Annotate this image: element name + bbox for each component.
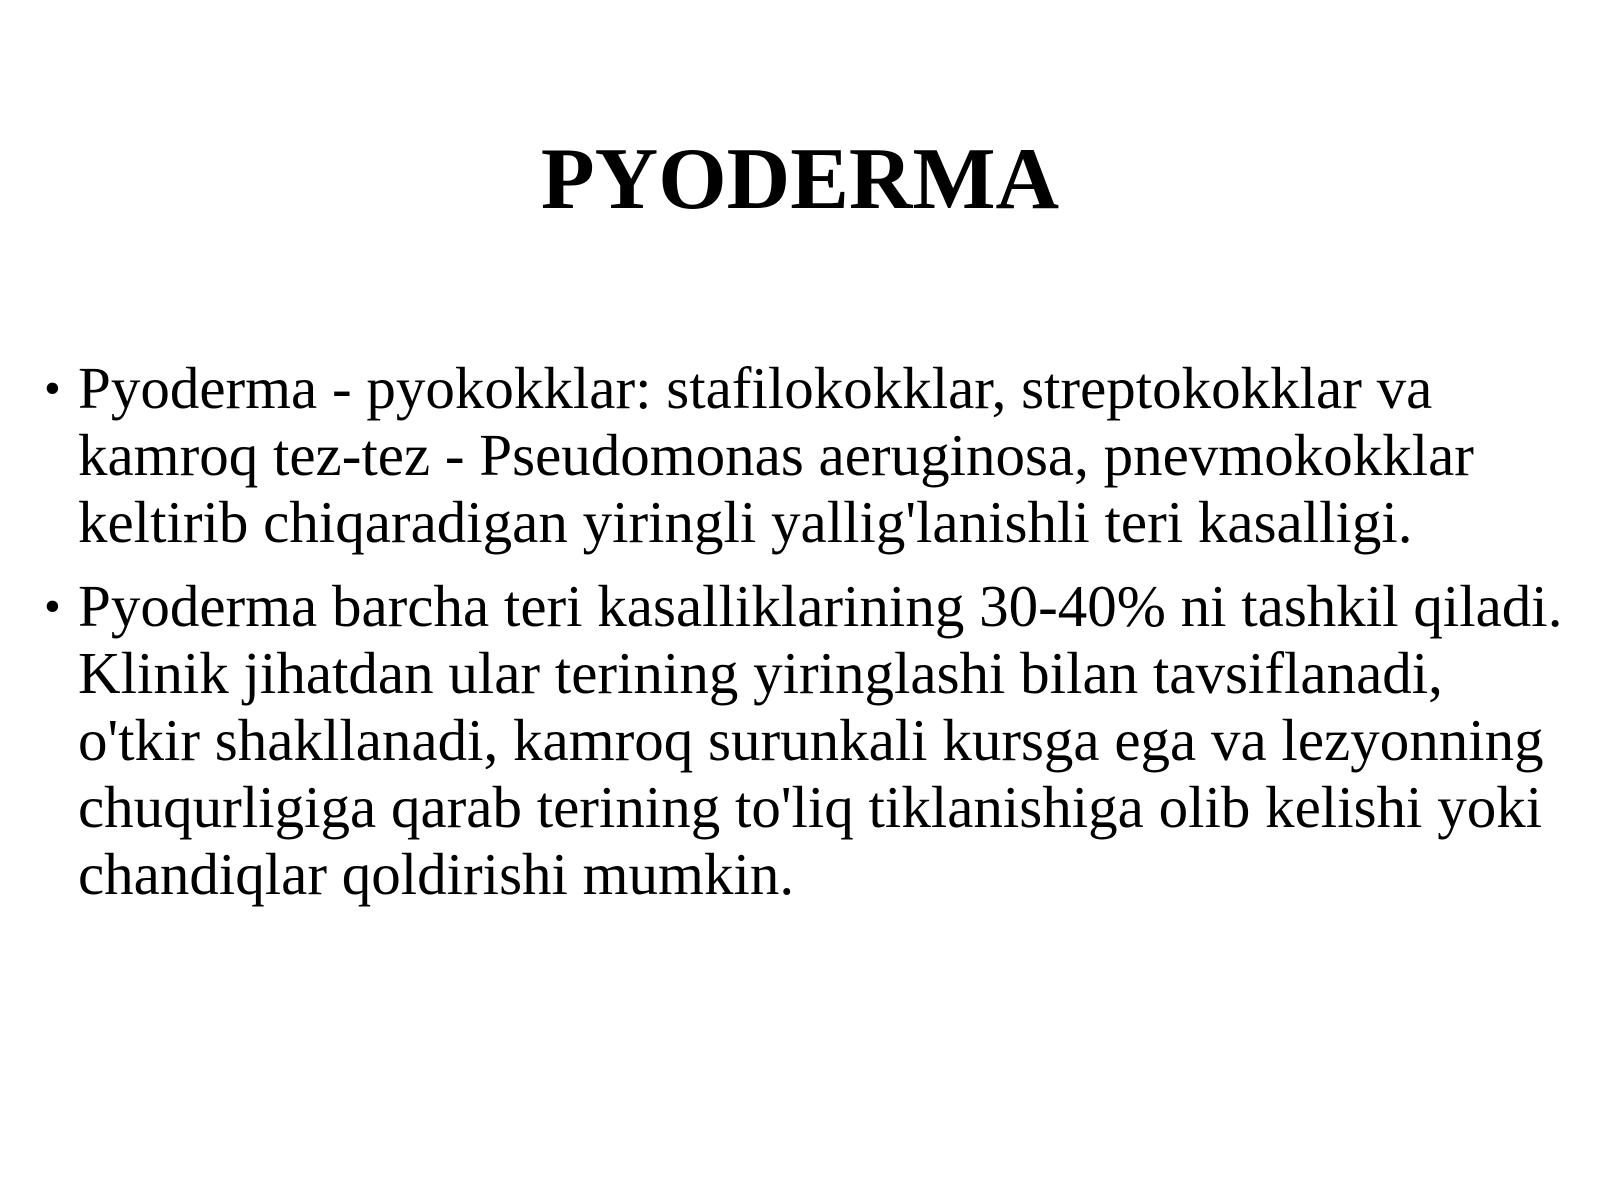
bullet-text: Pyoderma barcha teri kasalliklarining 30-40% ni tashkil qiladi. Klinik jihatdan ular terining yiringlashi bilan tavsiflanadi, o'tkir shakllanadi, kamroq surunkali kursga ega va lezyonning chuqurligiga qarab terining to'liq tiklanishiga olib kelishi yoki chandiqlar qoldirishi mumkin.	[78, 573, 1563, 907]
bullet-item-prevalence	[40, 573, 1570, 908]
bullet-text: Pyoderma - pyokokklar: stafilokokklar, streptokokklar va kamroq tez-tez - Pseudomonas aeruginosa, pnevmokokklar keltirib chiqaradigan yiringli yallig'lanishli teri kasalligi.	[78, 355, 1474, 555]
bullet-icon: •	[44, 580, 61, 633]
bullet-list	[40, 355, 1570, 925]
bullet-item-definition	[40, 355, 1570, 556]
slide-title: PYODERMA	[540, 131, 1060, 228]
bullet-icon: •	[44, 362, 61, 415]
